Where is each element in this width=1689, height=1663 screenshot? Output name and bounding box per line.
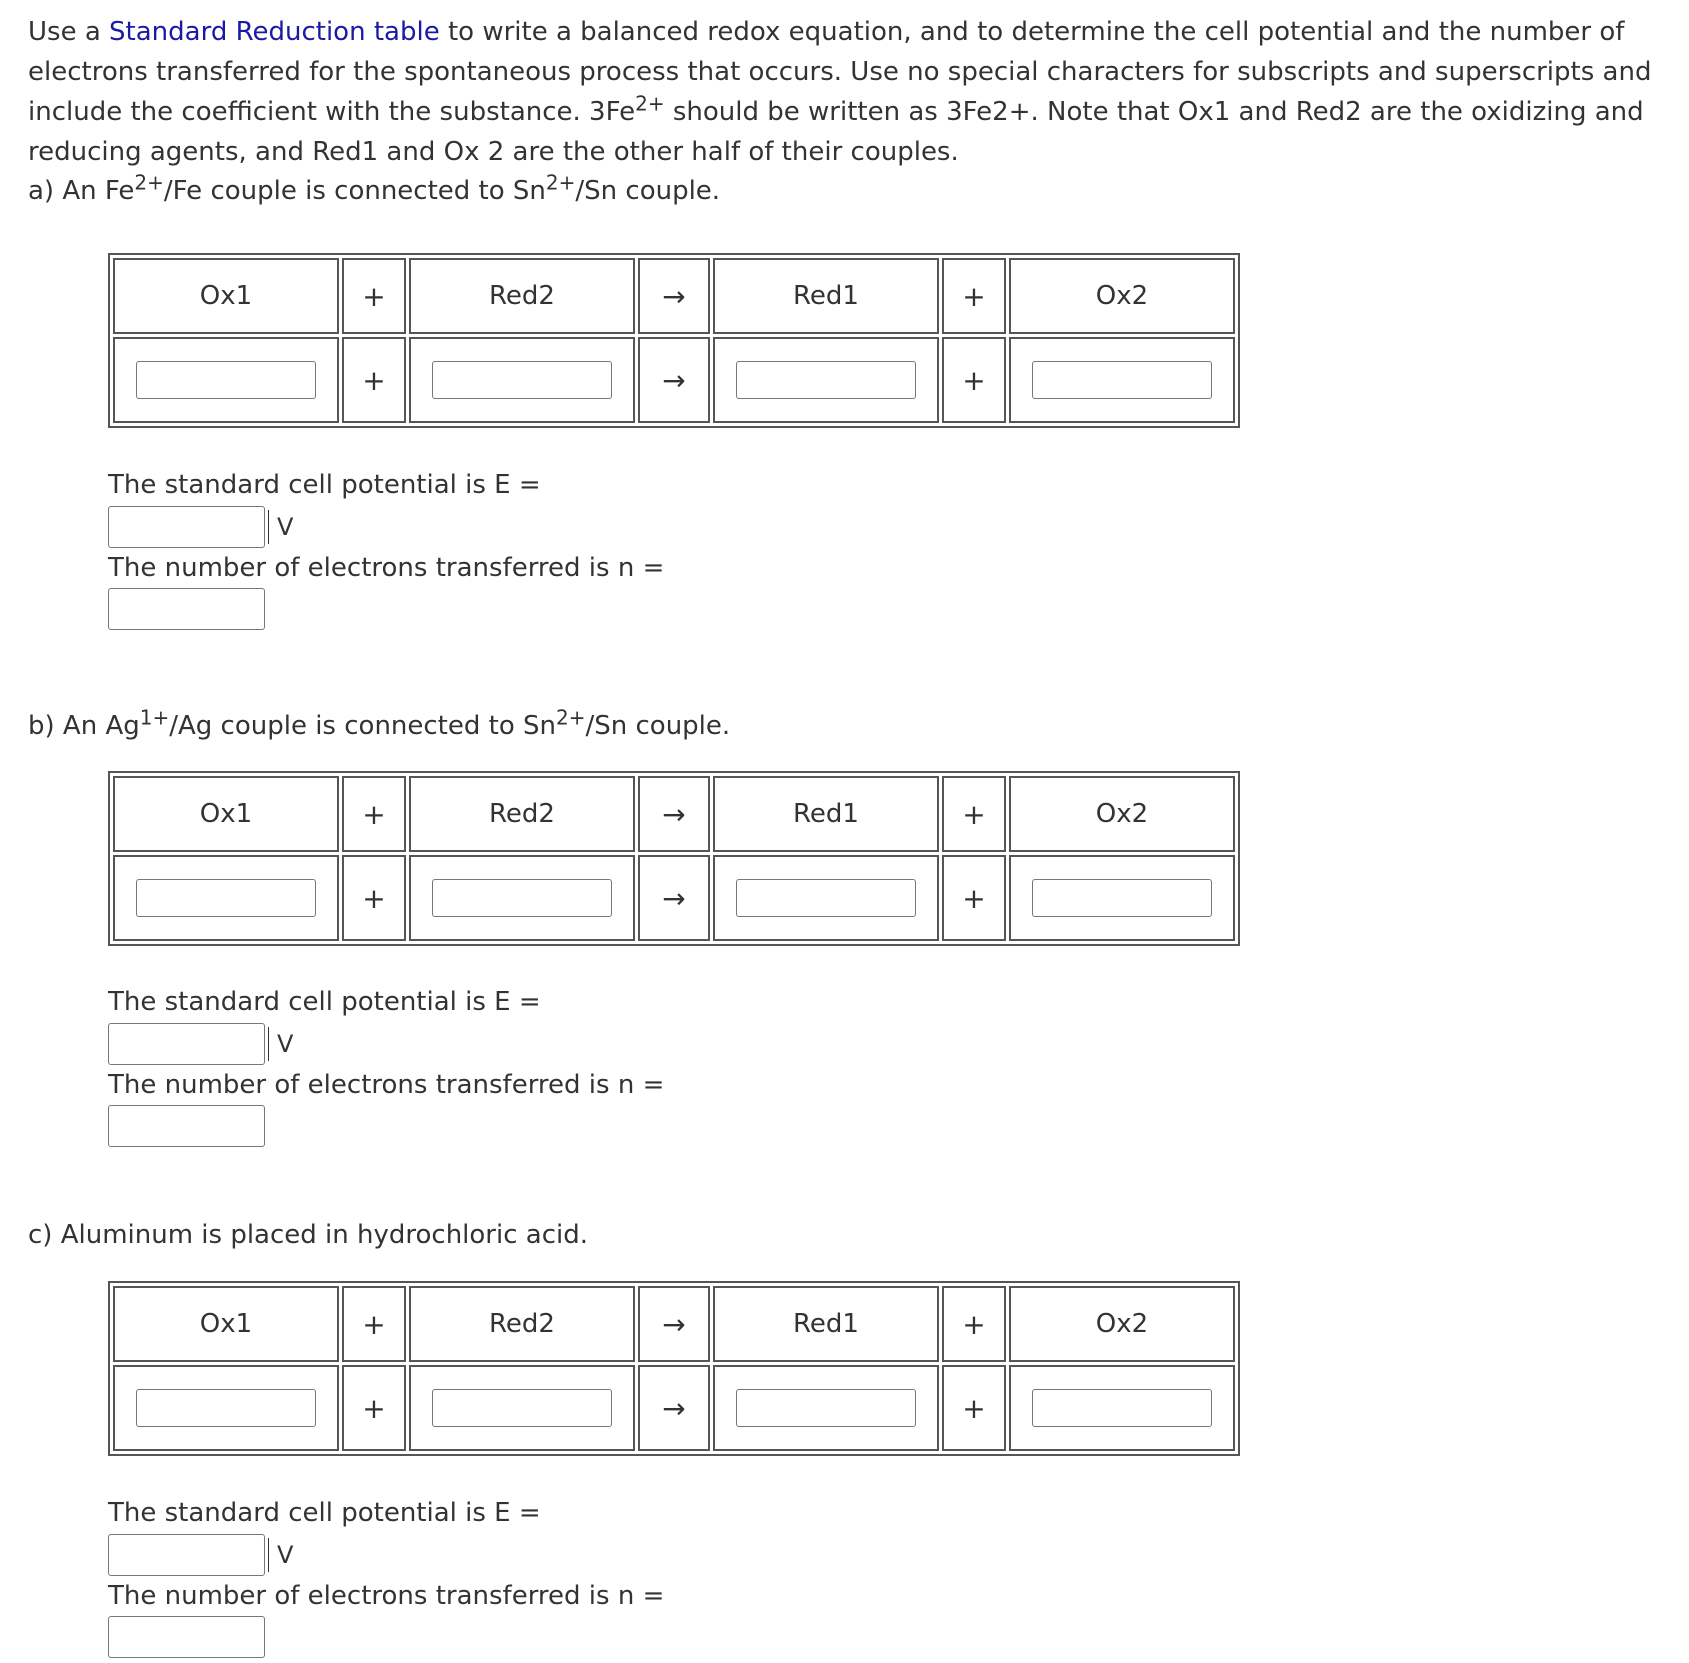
plus-sign: + [342, 1365, 406, 1451]
red1-header: Red1 [713, 776, 939, 852]
part-c-equation-table [108, 1281, 1240, 1456]
plus-sign: + [342, 258, 406, 334]
part-c-red2-input[interactable] [432, 1389, 612, 1427]
part-b-title: b) An $Ag^{1+}/Ag$ couple is connected to $Sn^{2+}/Sn$ couple. [28, 705, 731, 741]
ox2-header: Ox2 [1009, 1286, 1235, 1362]
plus-sign: + [942, 1365, 1006, 1451]
part-c-red1-input[interactable] [736, 1389, 916, 1427]
red1-header: Red1 [713, 258, 939, 334]
plus-sign: + [942, 258, 1006, 334]
part-c-title: c) Aluminum is placed in hydrochloric acid. [28, 1220, 589, 1250]
part-c-potential-input[interactable] [108, 1534, 265, 1576]
red2-header: Red2 [409, 776, 635, 852]
plus-sign: + [942, 776, 1006, 852]
reaction-arrow-icon: → [638, 1286, 710, 1362]
ox2-header: Ox2 [1009, 258, 1235, 334]
part-a-electrons-input[interactable] [108, 588, 265, 630]
part-b-ox1-input[interactable] [136, 879, 316, 917]
reaction-arrow-icon: → [638, 776, 710, 852]
ox1-header: Ox1 [113, 776, 339, 852]
volt-unit: V [268, 1027, 293, 1061]
plus-sign: + [342, 337, 406, 423]
part-a-potential-label: The standard cell potential is E = [108, 470, 541, 500]
part-a-electrons-label: The number of electrons transferred is n = [108, 553, 665, 583]
ox1-header: Ox1 [113, 258, 339, 334]
part-c-electrons-label: The number of electrons transferred is n = [108, 1581, 665, 1611]
plus-sign: + [942, 1286, 1006, 1362]
reaction-arrow-icon: → [638, 337, 710, 423]
part-b-electrons-input[interactable] [108, 1105, 265, 1147]
part-a-title: a) An $Fe^{2+}/Fe$ couple is connected to $Sn^{2+}/Sn$ couple. [28, 170, 721, 206]
plus-sign: + [942, 855, 1006, 941]
volt-unit: V [268, 510, 293, 544]
reaction-arrow-icon: → [638, 258, 710, 334]
part-a-equation-table [108, 253, 1240, 428]
reaction-arrow-icon: → [638, 855, 710, 941]
part-b-potential-input[interactable] [108, 1023, 265, 1065]
part-b-red2-input[interactable] [432, 879, 612, 917]
ox1-header: Ox1 [113, 1286, 339, 1362]
volt-unit: V [268, 1538, 293, 1572]
plus-sign: + [342, 855, 406, 941]
part-a-red2-input[interactable] [432, 361, 612, 399]
red2-header: Red2 [409, 1286, 635, 1362]
plus-sign: + [342, 776, 406, 852]
standard-reduction-table-link[interactable]: Standard Reduction table [109, 17, 440, 47]
part-b-equation-table [108, 771, 1240, 946]
part-c-ox2-input[interactable] [1032, 1389, 1212, 1427]
part-c-potential-label: The standard cell potential is E = [108, 1498, 541, 1528]
instructions: Use a Standard Reduction table to write a balanced redox equation, and to determine the cell potential and the number of electrons transferred for the spontaneous process that occurs. Use no special characters for subscripts and superscripts and include the coefficient with the substance. $3Fe^{2+}$ should be written as 3Fe2+. Note that Ox1 and Red2 are the oxidizing and reducing agents, and Red1 and Ox 2 are the other half of their couples. [28, 17, 1652, 167]
part-c-ox1-input[interactable] [136, 1389, 316, 1427]
part-a-ox1-input[interactable] [136, 361, 316, 399]
part-b-potential-label: The standard cell potential is E = [108, 987, 541, 1017]
part-b-red1-input[interactable] [736, 879, 916, 917]
part-c-electrons-input[interactable] [108, 1616, 265, 1658]
red2-header: Red2 [409, 258, 635, 334]
plus-sign: + [942, 337, 1006, 423]
part-b-electrons-label: The number of electrons transferred is n = [108, 1070, 665, 1100]
plus-sign: + [342, 1286, 406, 1362]
reaction-arrow-icon: → [638, 1365, 710, 1451]
ox2-header: Ox2 [1009, 776, 1235, 852]
part-a-red1-input[interactable] [736, 361, 916, 399]
part-a-potential-input[interactable] [108, 506, 265, 548]
red1-header: Red1 [713, 1286, 939, 1362]
part-b-ox2-input[interactable] [1032, 879, 1212, 917]
part-a-ox2-input[interactable] [1032, 361, 1212, 399]
